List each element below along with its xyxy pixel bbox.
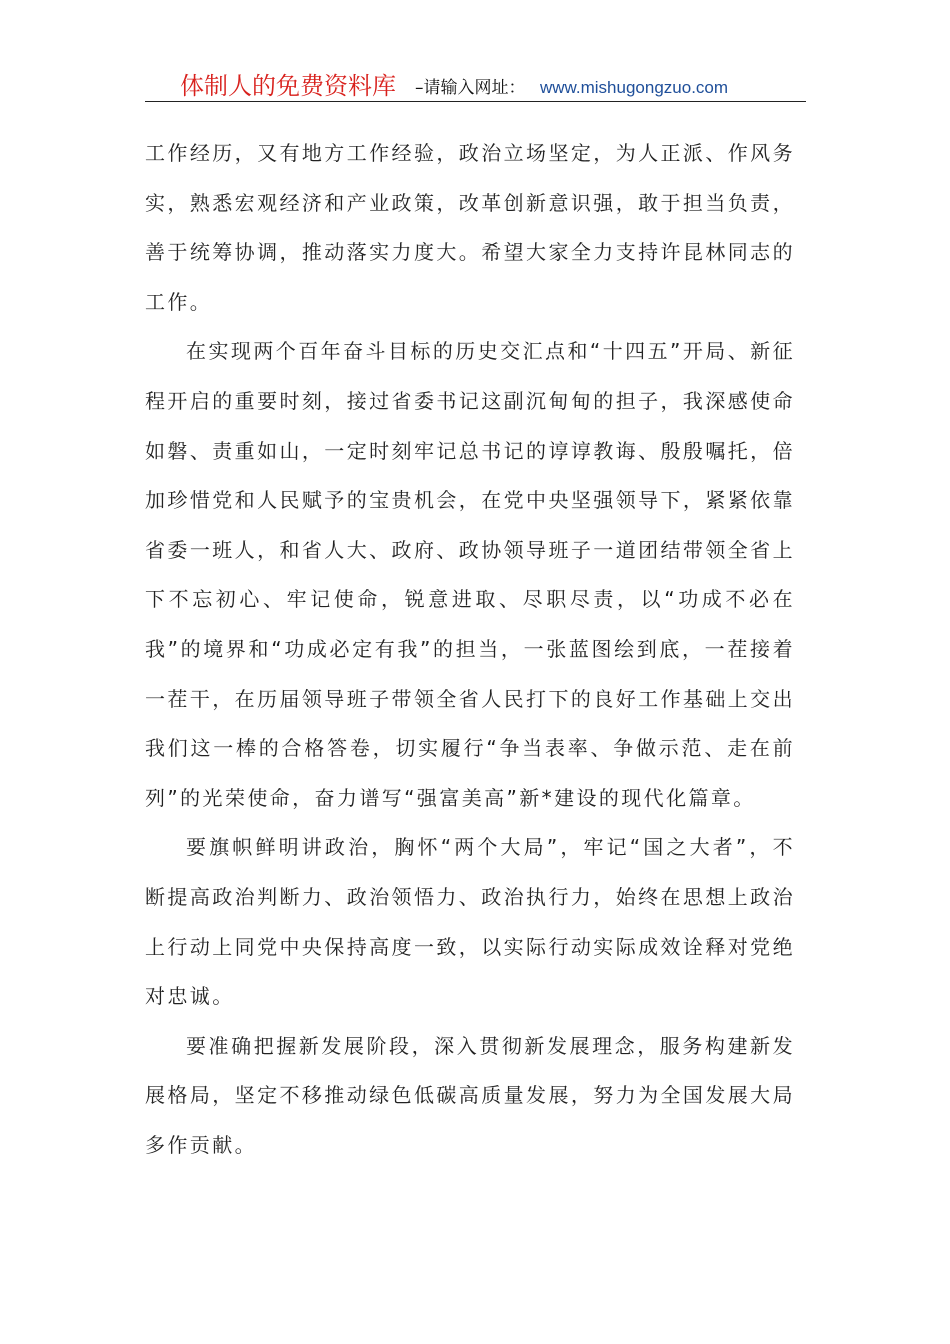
paragraph-historic-moment: 在实现两个百年奋斗目标的历史交汇点和“十四五”开局、新征程开启的重要时刻，接过省委书记这副沉甸甸的担子，我深感使命如磐、责重如山，一定时刻牢记总书记的谆谆教诲、殷殷嘱托，倍加珍惜党和人民赋予的宝贵机会，在党中央坚强领导下，紧紧依靠省委一班人，和省人大、政府、政协领导班子一道团结带领全省上下不忘初心、牢记使命，锐意进取、尽职尽责，以“功成不必在我”的境界和“功成必定有我”的担当，一张蓝图绘到底，一茬接着一茬干，在历届领导班子带领全省人民打下的良好工作基础上交出我们这一棒的合格答卷，切实履行“争当表率、争做示范、走在前列”的光荣使命，奋力谱写“强富美高”新*建设的现代化篇章。	[145, 339, 795, 810]
header-website-url[interactable]: www.mishugongzuo.com	[540, 78, 729, 97]
header-brand-title: 体制人的免费资料库	[180, 72, 396, 100]
paragraph-politics: 要旗帜鲜明讲政治，胸怀“两个大局”，牢记“国之大者”，不断提高政治判断力、政治领悟力、政治执行力，始终在思想上政治上行动上同党中央保持高度一致，以实际行动实际成效诠释对党绝对忠诚。	[145, 835, 795, 1009]
header-prompt-text: –请输入网址：	[415, 78, 526, 98]
header-divider	[145, 101, 806, 102]
paragraph-development: 要准确把握新发展阶段，深入贯彻新发展理念，服务构建新发展格局，坚定不移推动绿色低碳高质量发展，努力为全国发展大局多作贡献。	[145, 1033, 795, 1157]
paragraph-continuation: 工作经历，又有地方工作经验，政治立场坚定，为人正派、作风务实，熟悉宏观经济和产业政策，改革创新意识强，敢于担当负责，善于统筹协调，推动落实力度大。希望大家全力支持许昆林同志的工作。	[145, 141, 795, 314]
page-header	[145, 70, 806, 102]
document-body	[145, 129, 795, 1170]
